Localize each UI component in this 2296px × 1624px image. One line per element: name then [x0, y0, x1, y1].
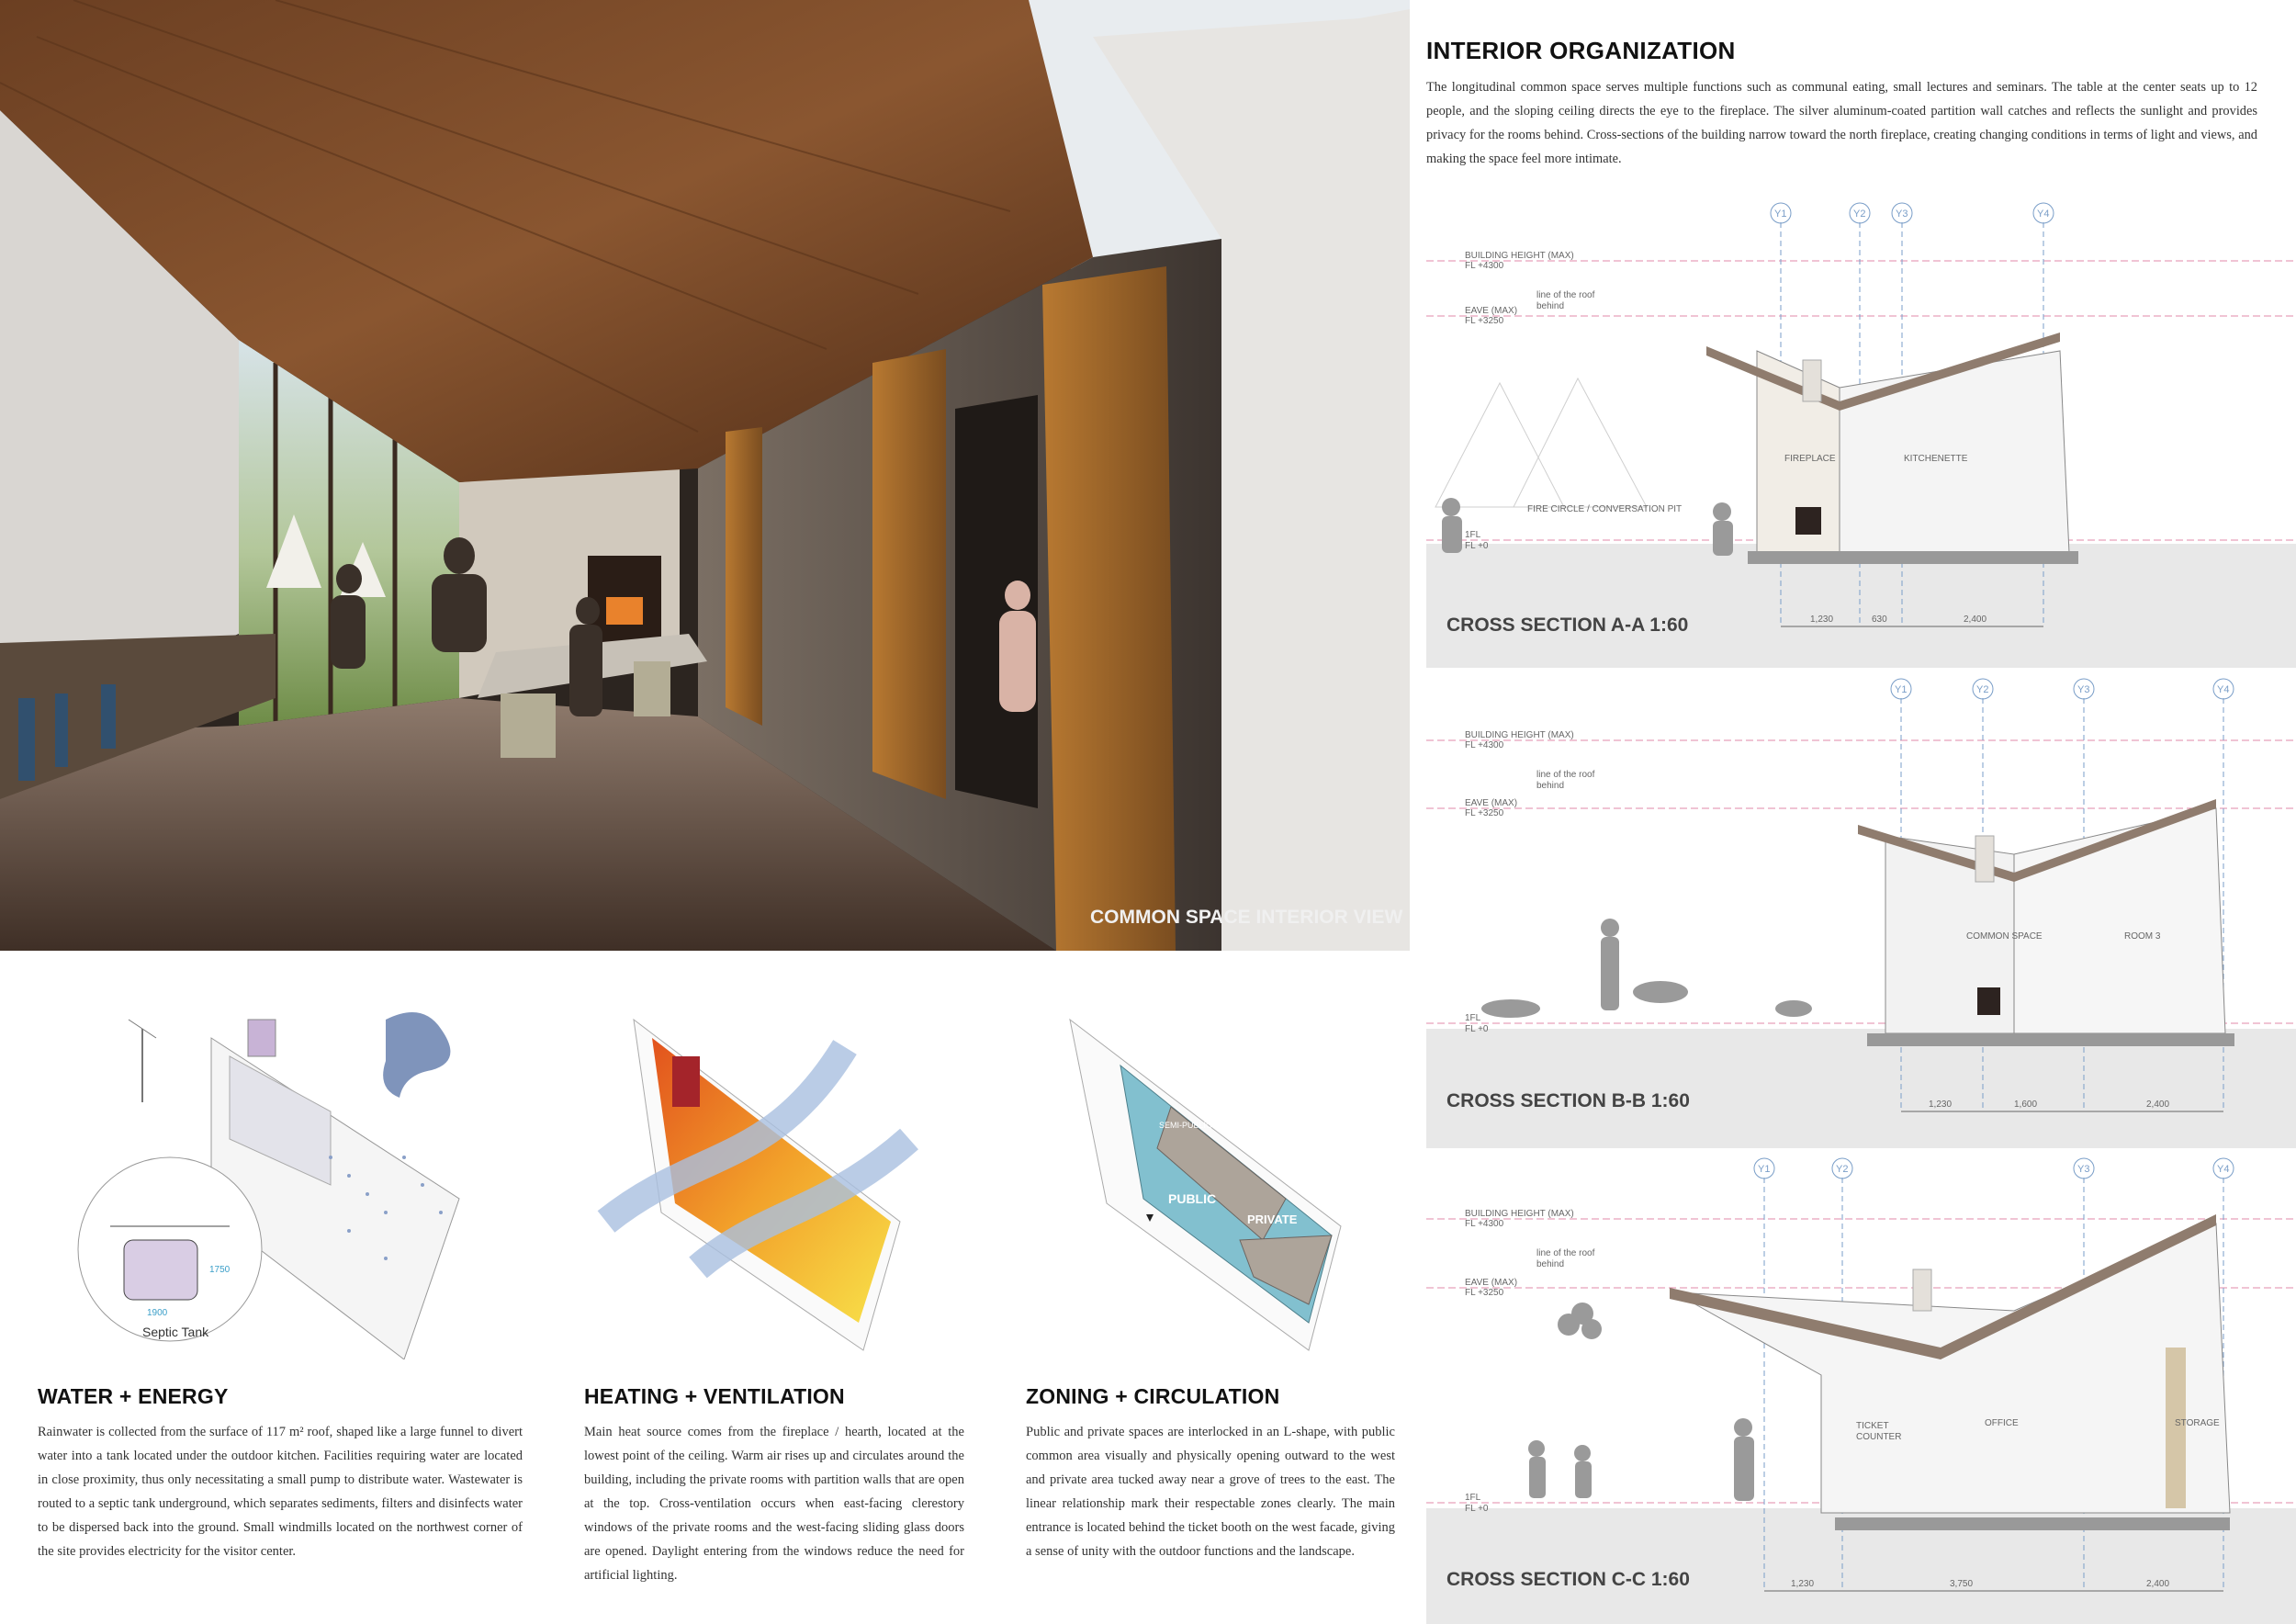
roof-note-line2: behind	[1536, 1259, 1565, 1269]
water-energy-body: Rainwater is collected from the surface of 117 m² roof, shaped like a large funnel to divert water into a tank located under the outdoor kitchen. Facilities requiring water are located in close proximity, thus only necessitating a small pump to distribute water. Wastewater is routed to a septic tank underground, which separates sediments, filters and disinfects water to be dispersed back into the ground. Small windmills located on the northwest corner of the site provides electricity for the visitor center.	[38, 1425, 523, 1559]
cross-section-b-b	[1426, 671, 2296, 1148]
dim-3: 2,400	[2146, 1579, 2170, 1589]
level-building-height: BUILDING HEIGHT (MAX)	[1465, 730, 1574, 740]
septic-width-dim: 1900	[147, 1308, 168, 1318]
grid-y1: Y1	[1895, 684, 1908, 695]
level-fl-4300: FL +4300	[1465, 740, 1504, 750]
label-kitchenette: KITCHENETTE	[1904, 454, 1968, 464]
interior-render-image	[0, 0, 1410, 951]
label-ticket: TICKET	[1856, 1421, 1889, 1431]
label-fire-circle: FIRE CIRCLE / CONVERSATION PIT	[1527, 504, 1683, 514]
grid-y2: Y2	[1836, 1164, 1849, 1175]
label-common-space: COMMON SPACE	[1966, 931, 2043, 942]
water-energy-axonometric	[55, 974, 533, 1359]
zoning-circulation-axonometric	[1056, 1010, 1405, 1359]
level-fl-4300: FL +4300	[1465, 1219, 1504, 1229]
level-building-height: BUILDING HEIGHT (MAX)	[1465, 251, 1574, 261]
level-fl-3250: FL +3250	[1465, 1288, 1504, 1298]
section-a-a-title: CROSS SECTION A-A 1:60	[1446, 615, 1689, 636]
interior-render	[0, 0, 1410, 951]
level-eave: EAVE (MAX)	[1465, 798, 1518, 808]
roof-note-line2: behind	[1536, 781, 1565, 791]
water-energy-diagram	[55, 974, 533, 1359]
grid-y3: Y3	[1896, 209, 1908, 220]
level-1fl: 1FL	[1465, 1013, 1481, 1023]
section-c-c-title: CROSS SECTION C-C 1:60	[1446, 1569, 1690, 1590]
grid-y1: Y1	[1758, 1164, 1771, 1175]
level-fl-0: FL +0	[1465, 1024, 1489, 1034]
septic-height-dim: 1750	[209, 1265, 231, 1275]
cross-section-a-a	[1426, 195, 2296, 668]
level-eave: EAVE (MAX)	[1465, 1278, 1518, 1288]
water-energy-title: WATER + ENERGY	[38, 1384, 229, 1408]
heating-ventilation-body: Main heat source comes from the fireplace / hearth, located at the lowest point of the ceiling. Warm air rises up and circulates around the building, including the private rooms with partition walls that are open at the top. Cross-ventilation occurs when east-facing clerestory windows of the private rooms and the west-facing sliding glass doors are opened. Daylight entering from the windows reduce the need for artificial lighting.	[584, 1425, 964, 1583]
label-counter: COUNTER	[1856, 1432, 1902, 1442]
roof-note-line1: line of the roof	[1536, 770, 1595, 780]
cross-section-b-b-drawing	[1426, 671, 2296, 1148]
interior-organization-body: The longitudinal common space serves multiple functions such as communal eating, small lectures and seminars. The table at the center seats up to 12 people, and the sloping ceiling directs the eye to the fireplace. The silver aluminum-coated partition wall catches and reflects the sunlight and provides privacy for the rooms behind. Cross-sections of the building narrow toward the north fireplace, creating changing conditions in terms of light and views, and making the space feel more intimate.	[1426, 80, 2257, 166]
septic-tank-label: Septic Tank	[142, 1325, 209, 1339]
level-building-height: BUILDING HEIGHT (MAX)	[1465, 1209, 1574, 1219]
dim-2: 630	[1872, 615, 1887, 625]
zone-private: PRIVATE	[1247, 1212, 1298, 1226]
dim-1: 1,230	[1929, 1100, 1953, 1110]
section-b-b-title: CROSS SECTION B-B 1:60	[1446, 1090, 1690, 1111]
zoning-circulation-title: ZONING + CIRCULATION	[1026, 1384, 1280, 1408]
label-office: OFFICE	[1985, 1418, 2019, 1428]
zoning-circulation-diagram	[1056, 1010, 1405, 1359]
level-fl-3250: FL +3250	[1465, 316, 1504, 326]
dim-3: 2,400	[2146, 1100, 2170, 1110]
grid-y2: Y2	[1976, 684, 1989, 695]
grid-y4: Y4	[2217, 1164, 2230, 1175]
heating-ventilation-axonometric	[588, 1010, 955, 1359]
dim-3: 2,400	[1964, 615, 1987, 625]
grid-y3: Y3	[2077, 684, 2090, 695]
dim-2: 3,750	[1950, 1579, 1974, 1589]
level-fl-3250: FL +3250	[1465, 808, 1504, 818]
interior-organization-title: INTERIOR ORGANIZATION	[1426, 37, 1736, 64]
cross-section-c-c	[1426, 1150, 2296, 1624]
zone-semi-public: SEMI-PUBLIC	[1159, 1121, 1212, 1130]
label-fireplace: FIREPLACE	[1784, 454, 1836, 464]
level-fl-0: FL +0	[1465, 541, 1489, 551]
render-caption: COMMON SPACE INTERIOR VIEW	[1090, 907, 1403, 928]
grid-y4: Y4	[2037, 209, 2050, 220]
level-1fl: 1FL	[1465, 530, 1481, 540]
heating-ventilation-diagram	[588, 1010, 955, 1359]
grid-y4: Y4	[2217, 684, 2230, 695]
roof-note-line1: line of the roof	[1536, 290, 1595, 300]
roof-note-line1: line of the roof	[1536, 1248, 1595, 1258]
zoning-circulation-body: Public and private spaces are interlocked in an L-shape, with public common area visually and physically opening outward to the west and private area tucked away near a grove of trees to the east. The linear relationship mark their respectable zones clearly. The main entrance is located behind the ticket booth on the west facade, giving a sense of unity with the outdoor functions and the landscape.	[1026, 1425, 1395, 1559]
grid-y1: Y1	[1774, 209, 1787, 220]
level-eave: EAVE (MAX)	[1465, 306, 1518, 316]
level-fl-0: FL +0	[1465, 1504, 1489, 1514]
dim-2: 1,600	[2014, 1100, 2038, 1110]
heating-ventilation-title: HEATING + VENTILATION	[584, 1384, 845, 1408]
roof-note-line2: behind	[1536, 301, 1565, 311]
dim-1: 1,230	[1810, 615, 1834, 625]
cross-section-c-c-drawing	[1426, 1150, 2296, 1624]
label-room-3: ROOM 3	[2124, 931, 2161, 942]
dim-1: 1,230	[1791, 1579, 1815, 1589]
cross-section-a-a-drawing	[1426, 195, 2296, 668]
level-fl-4300: FL +4300	[1465, 261, 1504, 271]
zone-public: PUBLIC	[1168, 1191, 1217, 1206]
grid-y3: Y3	[2077, 1164, 2090, 1175]
grid-y2: Y2	[1853, 209, 1866, 220]
level-1fl: 1FL	[1465, 1493, 1481, 1503]
label-storage: STORAGE	[2175, 1418, 2220, 1428]
